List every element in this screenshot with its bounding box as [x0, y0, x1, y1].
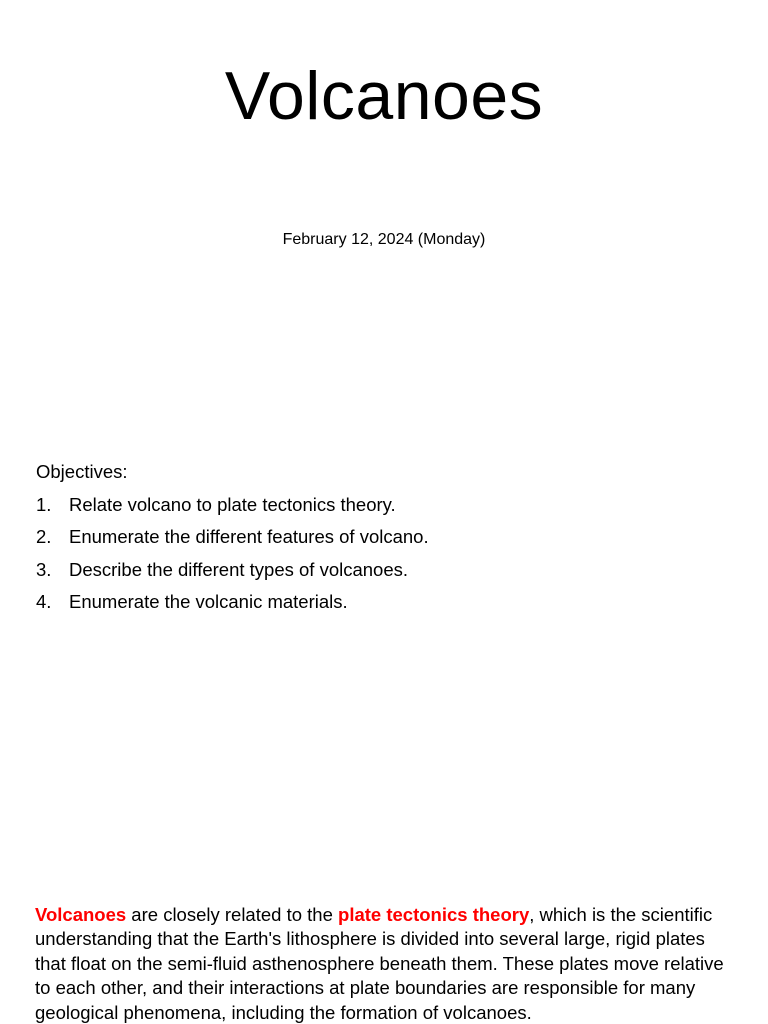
title-slide	[0, 0, 768, 400]
objective-number: 4.	[36, 591, 52, 612]
objective-item	[36, 521, 736, 554]
content-slide	[0, 864, 768, 1024]
objective-item	[36, 586, 736, 619]
objective-item	[36, 554, 736, 587]
slide-title: Volcanoes	[224, 58, 544, 134]
objective-text: Enumerate the different features of volcano.	[69, 526, 429, 547]
objective-number: 1.	[36, 493, 52, 515]
paragraph-text: , which is the scientific understanding that the Earth's lithosphere is divided into several large, rigid plates that float on the semi-fluid asthenosphere beneath them. These plates move relative to each other, and their interactions at plate boundaries are responsible for many geological phenomena, including the formation of volcanoes.	[35, 903, 724, 1023]
paragraph-text: are closely related to the	[126, 903, 339, 925]
objectives-slide	[0, 432, 768, 832]
objective-text: Enumerate the volcanic materials.	[69, 591, 348, 612]
body-paragraph	[35, 903, 735, 1024]
objective-item	[36, 489, 736, 522]
highlighted-term: plate tectonics theory	[338, 903, 530, 925]
objectives-list	[36, 489, 736, 619]
objective-text: Relate volcano to plate tectonics theory.	[69, 493, 396, 515]
highlighted-term: Volcanoes	[35, 903, 127, 925]
objectives-block	[36, 456, 736, 619]
objective-number: 3.	[36, 558, 52, 580]
objective-number: 2.	[36, 526, 52, 547]
objective-text: Describe the different types of volcanoes.	[69, 558, 409, 580]
slide-date: February 12, 2024 (Monday)	[282, 231, 486, 248]
objectives-heading: Objectives:	[36, 461, 128, 482]
